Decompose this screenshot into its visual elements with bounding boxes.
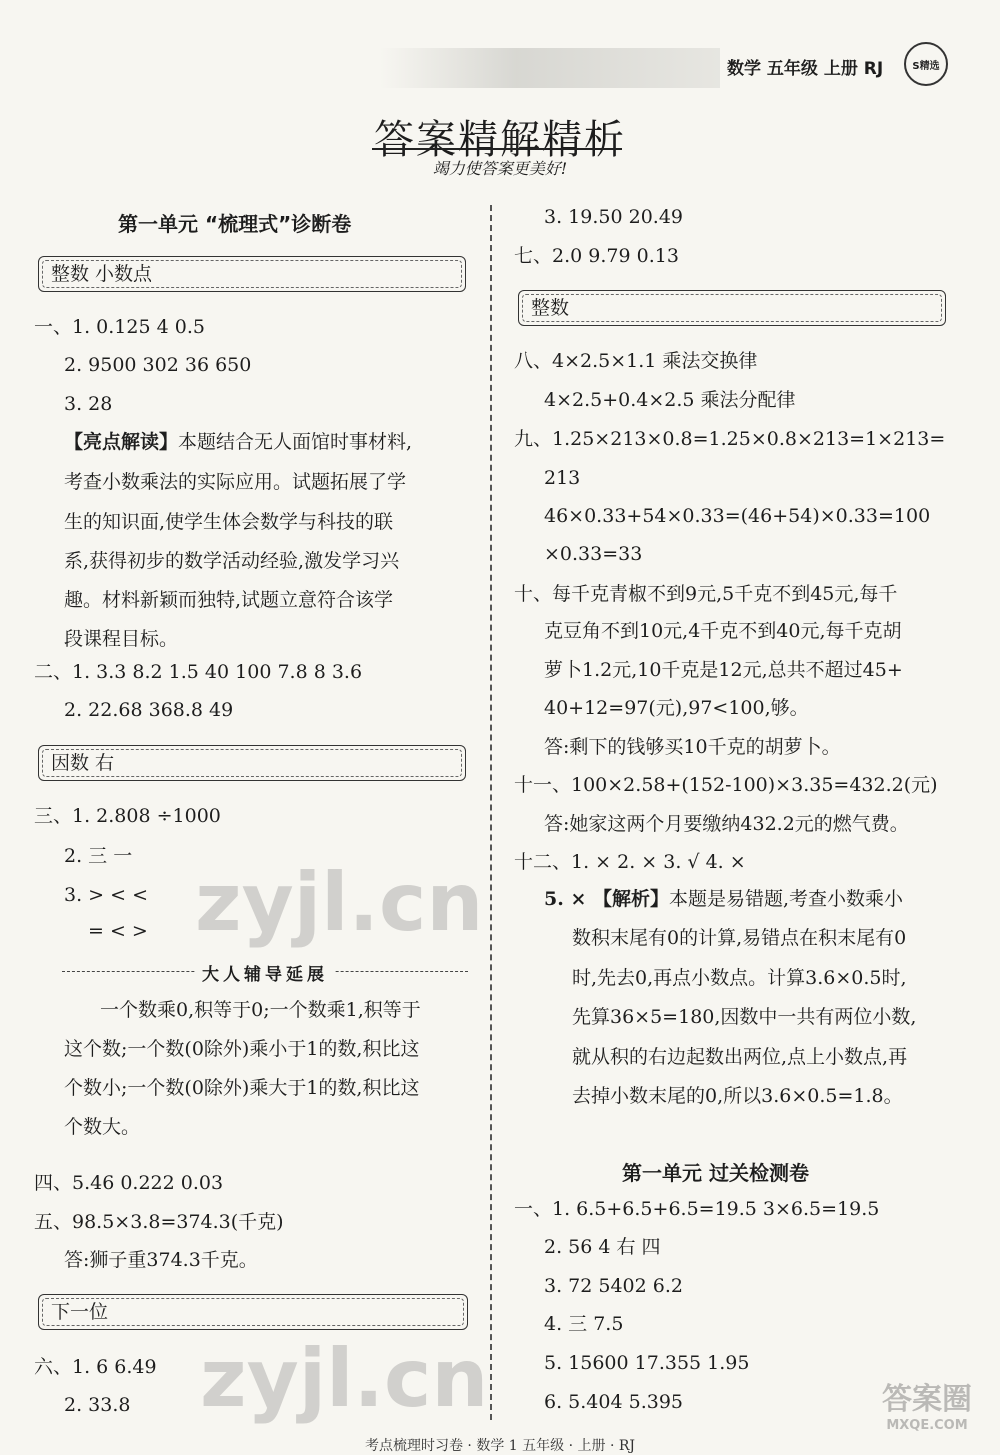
answer-line: 九、1.25×213×0.8=1.25×0.8×213=1×213= bbox=[514, 428, 946, 450]
answer-line: = < > bbox=[88, 920, 148, 942]
corner-stamp bbox=[882, 1374, 972, 1433]
logo-text: S精选 bbox=[912, 60, 940, 72]
answer-line: 五、98.5×3.8=374.3(千克) bbox=[34, 1211, 284, 1233]
answer-line: 2. 56 4 右 四 bbox=[544, 1236, 661, 1258]
keypoint-box-text: 整数 bbox=[531, 297, 570, 319]
answer-line: 十一、100×2.58+(152-100)×3.35=432.2(元) bbox=[514, 774, 938, 796]
analysis-line: 去掉小数末尾的0,所以3.6×0.5=1.8。 bbox=[572, 1085, 903, 1107]
keypoint-box bbox=[38, 1294, 468, 1330]
extend-line: 个数小;一个数(0除外)乘大于1的数,积比这 bbox=[64, 1077, 420, 1099]
answer-line: 六、1. 6 6.49 bbox=[34, 1356, 157, 1378]
analysis-line: 数积末尾有0的计算,易错点在积末尾有0 bbox=[572, 927, 907, 949]
header-strip bbox=[380, 48, 720, 88]
answer-line: 4×2.5+0.4×2.5 乘法分配律 bbox=[544, 389, 796, 411]
answer-line: 四、5.46 0.222 0.03 bbox=[34, 1172, 224, 1194]
keypoint-box bbox=[38, 256, 466, 292]
analysis-first-line bbox=[544, 886, 903, 912]
answer-line: 3. 19.50 20.49 bbox=[544, 206, 683, 228]
extend-title bbox=[60, 960, 470, 985]
analysis-line: 时,先去0,再点小数点。计算3.6×0.5时, bbox=[572, 967, 907, 989]
answer-line: 46×0.33+54×0.33=(46+54)×0.33=100 bbox=[544, 505, 931, 527]
answer-line: 答:狮子重374.3千克。 bbox=[64, 1249, 258, 1271]
answer-line: 八、4×2.5×1.1 乘法交换律 bbox=[514, 350, 758, 372]
analysis-line: 先算36×5=180,因数中一共有两位小数, bbox=[572, 1006, 917, 1028]
subject-info: 数学 五年级 上册 RJ bbox=[727, 59, 884, 79]
highlight-label: 【亮点解读】 bbox=[64, 431, 179, 453]
watermark: zyjl.cn bbox=[195, 856, 484, 949]
column-divider bbox=[490, 205, 492, 1420]
answer-line: 2. 33.8 bbox=[64, 1394, 131, 1416]
keypoint-box-text: 下一位 bbox=[51, 1301, 109, 1323]
left-section-title: 第一单元 “梳理式”诊断卷 bbox=[118, 212, 352, 236]
keypoint-box bbox=[38, 745, 466, 781]
answer-line: 一、1. 6.5+6.5+6.5=19.5 3×6.5=19.5 bbox=[514, 1198, 880, 1220]
answer-line: 克豆角不到10元,4千克不到40元,每千克胡 bbox=[544, 620, 902, 642]
answer-line: 3. 72 5402 6.2 bbox=[544, 1275, 683, 1297]
answer-line: 2. 三 一 bbox=[64, 845, 133, 867]
corner-url: MXQE.COM bbox=[886, 1418, 968, 1433]
answer-line: 2. 9500 302 36 650 bbox=[64, 354, 252, 376]
analysis-label: 5. × 【解析】 bbox=[544, 888, 669, 910]
answer-line: 萝卜1.2元,10千克是12元,总共不超过45+ bbox=[544, 659, 903, 681]
page-subtitle: 竭力使答案更美好! bbox=[432, 159, 568, 178]
answer-line: 七、2.0 9.79 0.13 bbox=[514, 245, 679, 267]
answer-line: 答:剩下的钱够买10千克的胡萝卜。 bbox=[544, 736, 841, 758]
analysis-text: 本题是易错题,考查小数乘小 bbox=[669, 888, 904, 910]
extend-line: 一个数乘0,积等于0;一个数乘1,积等于 bbox=[100, 999, 421, 1021]
highlight-line: 考查小数乘法的实际应用。试题拓展了学 bbox=[64, 471, 407, 493]
answer-line: 二、1. 3.3 8.2 1.5 40 100 7.8 8 3.6 bbox=[34, 661, 363, 683]
highlight-line: 段课程目标。 bbox=[64, 628, 179, 650]
page-footer: 考点梳理时习卷 · 数学 1 五年级 · 上册 · RJ bbox=[364, 1438, 635, 1454]
answer-line: 十二、1. × 2. × 3. √ 4. × bbox=[514, 851, 746, 873]
analysis-line: 就从积的右边起数出两位,点上小数点,再 bbox=[572, 1046, 908, 1068]
answer-line: ×0.33=33 bbox=[544, 543, 643, 565]
publisher-logo bbox=[904, 42, 948, 86]
extend-line: 这个数;一个数(0除外)乘小于1的数,积比这 bbox=[64, 1038, 420, 1060]
answer-line: 5. 15600 17.355 1.95 bbox=[544, 1352, 750, 1374]
answer-line: 一、1. 0.125 4 0.5 bbox=[34, 316, 205, 338]
keypoint-box-text: 整数 小数点 bbox=[51, 263, 153, 285]
highlight-line: 趣。材料新颖而独特,试题立意符合该学 bbox=[64, 589, 394, 611]
answer-line: 3. > < < bbox=[64, 884, 149, 906]
answer-line: 十、每千克青椒不到9元,5千克不到45元,每千 bbox=[514, 583, 898, 605]
page-title: 答案精解精析 bbox=[374, 117, 626, 163]
answer-line: 213 bbox=[544, 467, 581, 489]
highlight-first-line bbox=[64, 429, 412, 455]
answer-line: 6. 5.404 5.395 bbox=[544, 1391, 683, 1413]
extend-title-text: 大人辅导延展 bbox=[196, 965, 334, 985]
highlight-line: 系,获得初步的数学活动经验,激发学习兴 bbox=[64, 550, 400, 572]
keypoint-box-text: 因数 右 bbox=[51, 752, 115, 774]
watermark: zyjl.cn bbox=[200, 1332, 489, 1425]
corner-stamp-text: 答案圈 bbox=[882, 1382, 972, 1417]
extend-line: 个数大。 bbox=[64, 1116, 141, 1138]
keypoint-box bbox=[518, 290, 946, 326]
answer-line: 三、1. 2.808 ÷1000 bbox=[34, 805, 221, 827]
answer-line: 4. 三 7.5 bbox=[544, 1313, 624, 1335]
highlight-line: 生的知识面,使学生体会数学与科技的联 bbox=[64, 511, 394, 533]
answer-line: 答:她家这两个月要缴纳432.2元的燃气费。 bbox=[544, 813, 909, 835]
right-section-title: 第一单元 过关检测卷 bbox=[622, 1161, 809, 1185]
answer-line: 40+12=97(元),97<100,够。 bbox=[544, 697, 809, 719]
answer-line: 2. 22.68 368.8 49 bbox=[64, 699, 234, 721]
highlight-text: 本题结合无人面馆时事材料, bbox=[178, 431, 413, 453]
answer-line: 3. 28 bbox=[64, 393, 113, 415]
title-underline bbox=[372, 148, 622, 150]
